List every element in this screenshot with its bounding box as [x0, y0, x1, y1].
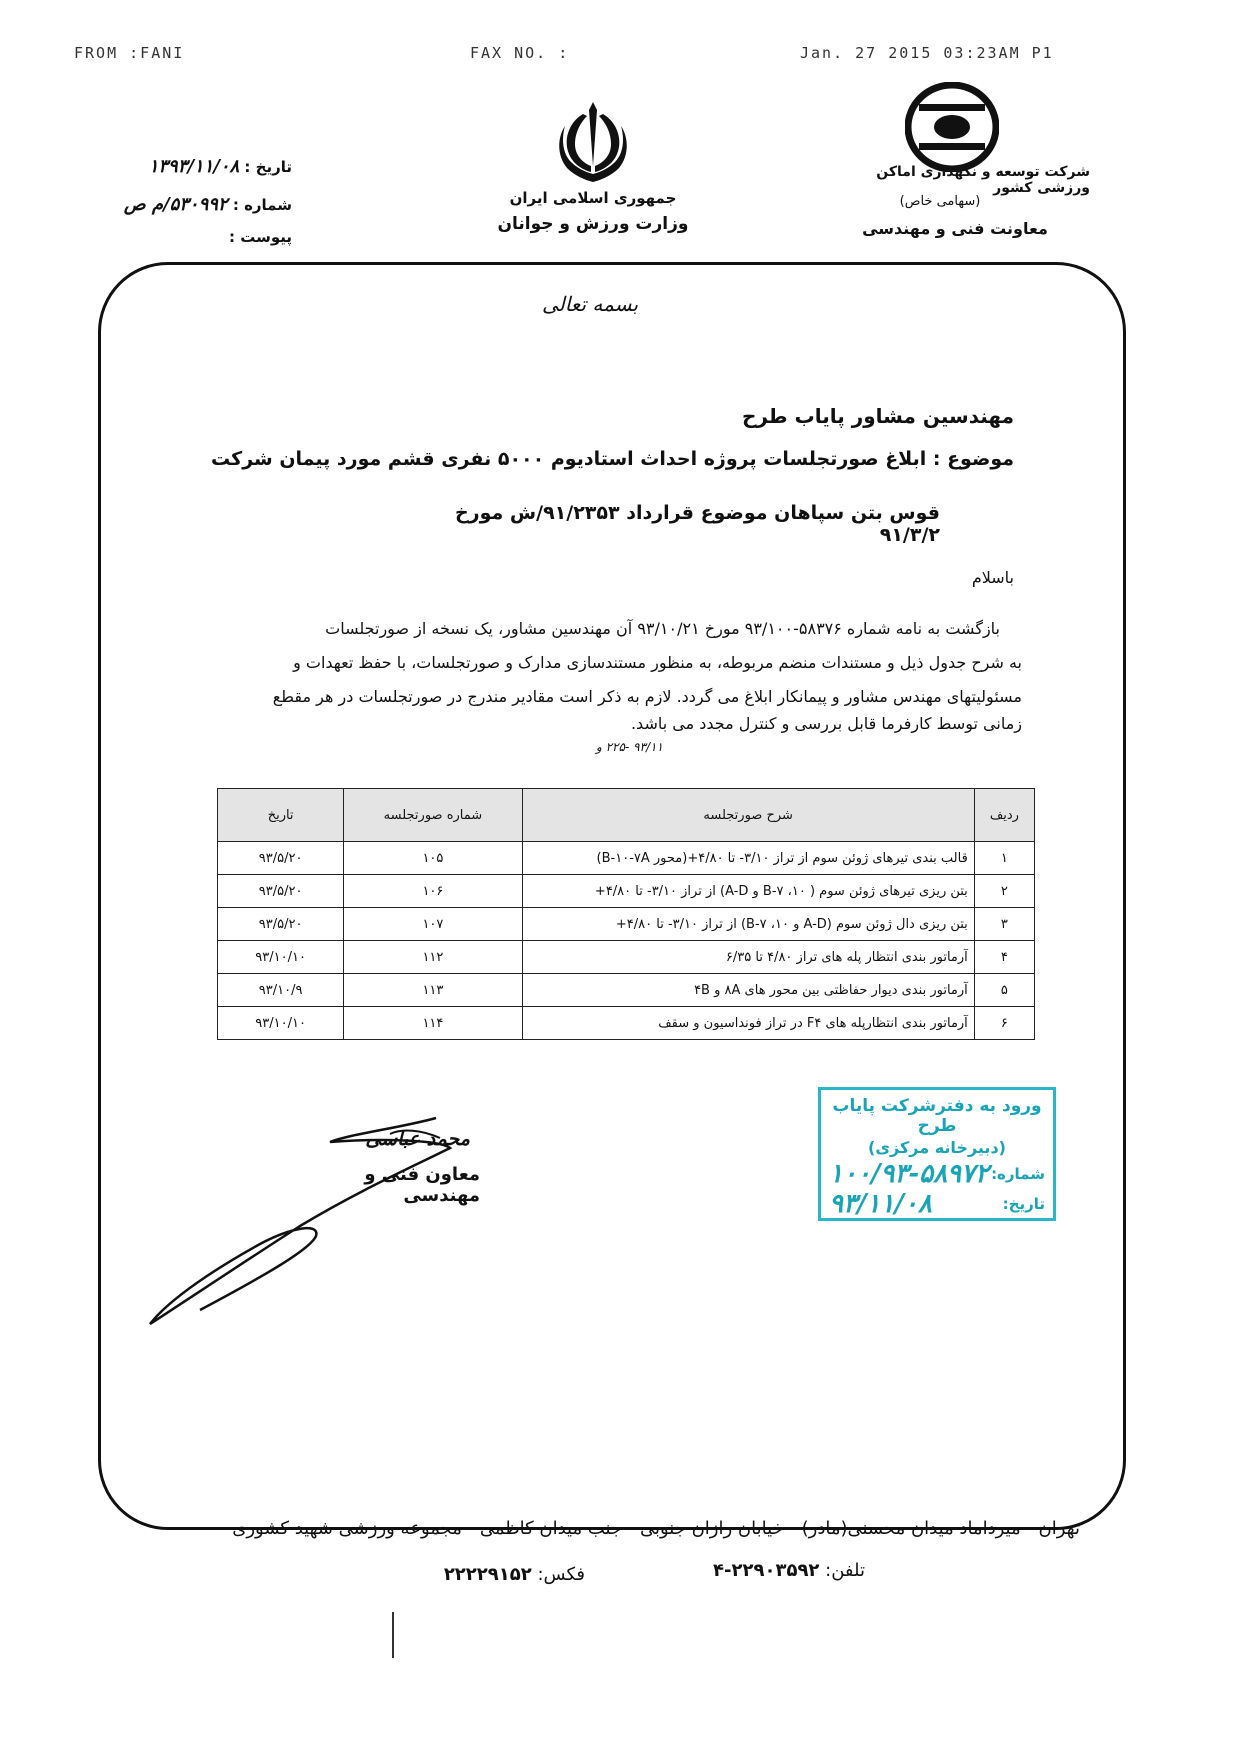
stamp-number-label: شماره:	[991, 1165, 1045, 1183]
signature-icon	[140, 1098, 480, 1328]
footer-fax-label: فکس:	[537, 1564, 585, 1585]
company-name: شرکت توسعه و نگهداری اماکن ورزشی کشور	[876, 164, 1090, 196]
body-line3: مسئولیتهای مهندس مشاور و پیمانکار ابلاغ می گردد. لازم به ذکر است مقادیر مندرج در صورتجلسات در هر مقطع	[272, 687, 1022, 706]
stamp-line1: ورود به دفترشرکت پایاب طرح	[832, 1096, 1042, 1136]
table-row	[218, 1007, 1035, 1040]
cell-description: آرماتور بندی انتظار پله های تراز ۴/۸۰ تا ۶/۳۵	[522, 941, 974, 974]
table-header-row	[218, 789, 1035, 842]
cell-minutes-number: ۱۰۶	[344, 875, 522, 908]
number-value: ۵۳۰۹۹۲/م ص	[123, 194, 228, 215]
bismillah: بسمه تعالی	[541, 292, 639, 316]
body-line2: به شرح جدول ذیل و مستندات منضم مربوطه، به منظور مستندسازی مدارک و صورتجلسات، با حفظ تعهدات و	[293, 653, 1022, 672]
receipt-stamp	[818, 1087, 1056, 1221]
cell-description: بتن ریزی تیرهای ژوئن سوم ( B-۷ ،۱۰ و A-D) از تراز ۳/۱۰- تا ۴/۸۰+	[522, 875, 974, 908]
emblem-line1: جمهوری اسلامی ایران	[509, 189, 677, 207]
cell-row-number: ۶	[974, 1007, 1034, 1040]
footer-fax-value: ۲۲۲۲۹۱۵۲	[443, 1564, 532, 1585]
cell-row-number: ۵	[974, 974, 1034, 1007]
emblem-line2: وزارت ورزش و جوانان	[497, 214, 689, 234]
cell-row-number: ۱	[974, 842, 1034, 875]
stamp-line2: (دبیرخانه مرکزی)	[868, 1138, 1006, 1157]
footer-phone-value: ۲۲۹۰۳۵۹۲-۴	[713, 1560, 820, 1581]
number-label: شماره :	[232, 196, 292, 214]
cell-date: ۹۳/۵/۲۰	[218, 842, 344, 875]
table-row	[218, 974, 1035, 1007]
cell-minutes-number: ۱۱۳	[344, 974, 522, 1007]
greeting: باسلام	[971, 568, 1014, 587]
cell-row-number: ۴	[974, 941, 1034, 974]
footer-address: تهران - میرداماد میدان محسنی(مادر) - خیابان رازان جنوبی - جنب میدان کاظمی - مجموعه ورزشی شهید کشوری	[232, 1518, 1080, 1539]
stamp-date-value: ۹۳/۱۱/۰۸	[829, 1189, 932, 1219]
fax-from: FROM :FANI	[74, 44, 185, 62]
cell-description: آرماتور بندی انتظارپله های F۴ در تراز فونداسیون و سقف	[522, 1007, 974, 1040]
cell-minutes-number: ۱۱۴	[344, 1007, 522, 1040]
footer-fax	[420, 1564, 585, 1585]
scan-mark	[392, 1612, 394, 1658]
date-label: تاریخ :	[244, 158, 292, 176]
cell-date: ۹۳/۱۰/۹	[218, 974, 344, 1007]
table-row	[218, 875, 1035, 908]
header-row-number: ردیف	[974, 789, 1034, 842]
subject-line1: موضوع : ابلاغ صورتجلسات پروژه احداث استادیوم ۵۰۰۰ نفری قشم مورد پیمان شرکت	[211, 448, 1014, 470]
body-line1: بازگشت به نامه شماره ۵۸۳۷۶-۹۳/۱۰۰ مورخ ۹۳/۱۰/۲۱ آن مهندسین مشاور، یک نسخه از صورتجلسات	[325, 619, 1000, 638]
minutes-table	[217, 788, 1035, 1040]
table-row	[218, 941, 1035, 974]
iran-emblem-icon	[553, 96, 633, 188]
subject-line2: قوس بتن سپاهان موضوع قرارداد ۹۱/۲۳۵۳/ش مورخ ۹۱/۳/۲	[454, 502, 940, 546]
header-minutes-number: شماره صورتجلسه	[344, 789, 522, 842]
footer-phone-label: تلفن:	[825, 1560, 865, 1581]
date-value: ۱۳۹۳/۱۱/۰۸	[148, 156, 240, 177]
body-line4: زمانی توسط کارفرما قابل بررسی و کنترل مجدد می باشد.	[630, 714, 1022, 733]
signer-name: محمد عباسی	[365, 1128, 470, 1150]
cell-description: بتن ریزی دال ژوئن سوم (A-D و B-۷ ،۱۰) از تراز ۳/۱۰- تا ۴/۸۰+	[522, 908, 974, 941]
fax-number: FAX NO. :	[470, 44, 570, 62]
cell-description: قالب بندی تیرهای ژوئن سوم از تراز ۳/۱۰- تا ۴/۸۰+(محور B-۱۰-۷A)	[522, 842, 974, 875]
recipient: مهندسین مشاور پایاب طرح	[741, 404, 1014, 428]
fax-datetime: Jan. 27 2015 03:23AM P1	[800, 44, 1054, 62]
handwritten-note: ۹۳/۱۱ -۲۲۵ و	[596, 740, 663, 754]
attachment-label: پیوست :	[228, 228, 292, 246]
cell-description: آرماتور بندی دیوار حفاظتی بین محور های ۸A و ۴B	[522, 974, 974, 1007]
cell-date: ۹۳/۵/۲۰	[218, 875, 344, 908]
number-field	[80, 194, 292, 215]
cell-date: ۹۳/۱۰/۱۰	[218, 1007, 344, 1040]
signer-title: معاون فنی و مهندسی	[364, 1164, 480, 1206]
footer-phone	[660, 1560, 865, 1581]
company-logo-icon	[905, 82, 999, 172]
table-row	[218, 908, 1035, 941]
cell-row-number: ۳	[974, 908, 1034, 941]
attachment-field	[150, 228, 292, 246]
cell-minutes-number: ۱۰۷	[344, 908, 522, 941]
header-description: شرح صورتجلسه	[522, 789, 974, 842]
company-type: (سهامی خاص)	[899, 194, 981, 209]
cell-minutes-number: ۱۱۲	[344, 941, 522, 974]
company-dept: معاونت فنی و مهندسی	[862, 219, 1048, 238]
header-date: تاریخ	[218, 789, 344, 842]
cell-row-number: ۲	[974, 875, 1034, 908]
cell-date: ۹۳/۱۰/۱۰	[218, 941, 344, 974]
cell-minutes-number: ۱۰۵	[344, 842, 522, 875]
date-field	[110, 156, 292, 177]
stamp-date-row	[829, 1189, 1045, 1219]
stamp-date-label: تاریخ:	[1002, 1195, 1045, 1213]
stamp-number-row	[829, 1159, 1045, 1189]
cell-date: ۹۳/۵/۲۰	[218, 908, 344, 941]
stamp-number-value: ۱۰۰/۹۳-۵۸۹۷۲	[829, 1159, 989, 1189]
table-row	[218, 842, 1035, 875]
